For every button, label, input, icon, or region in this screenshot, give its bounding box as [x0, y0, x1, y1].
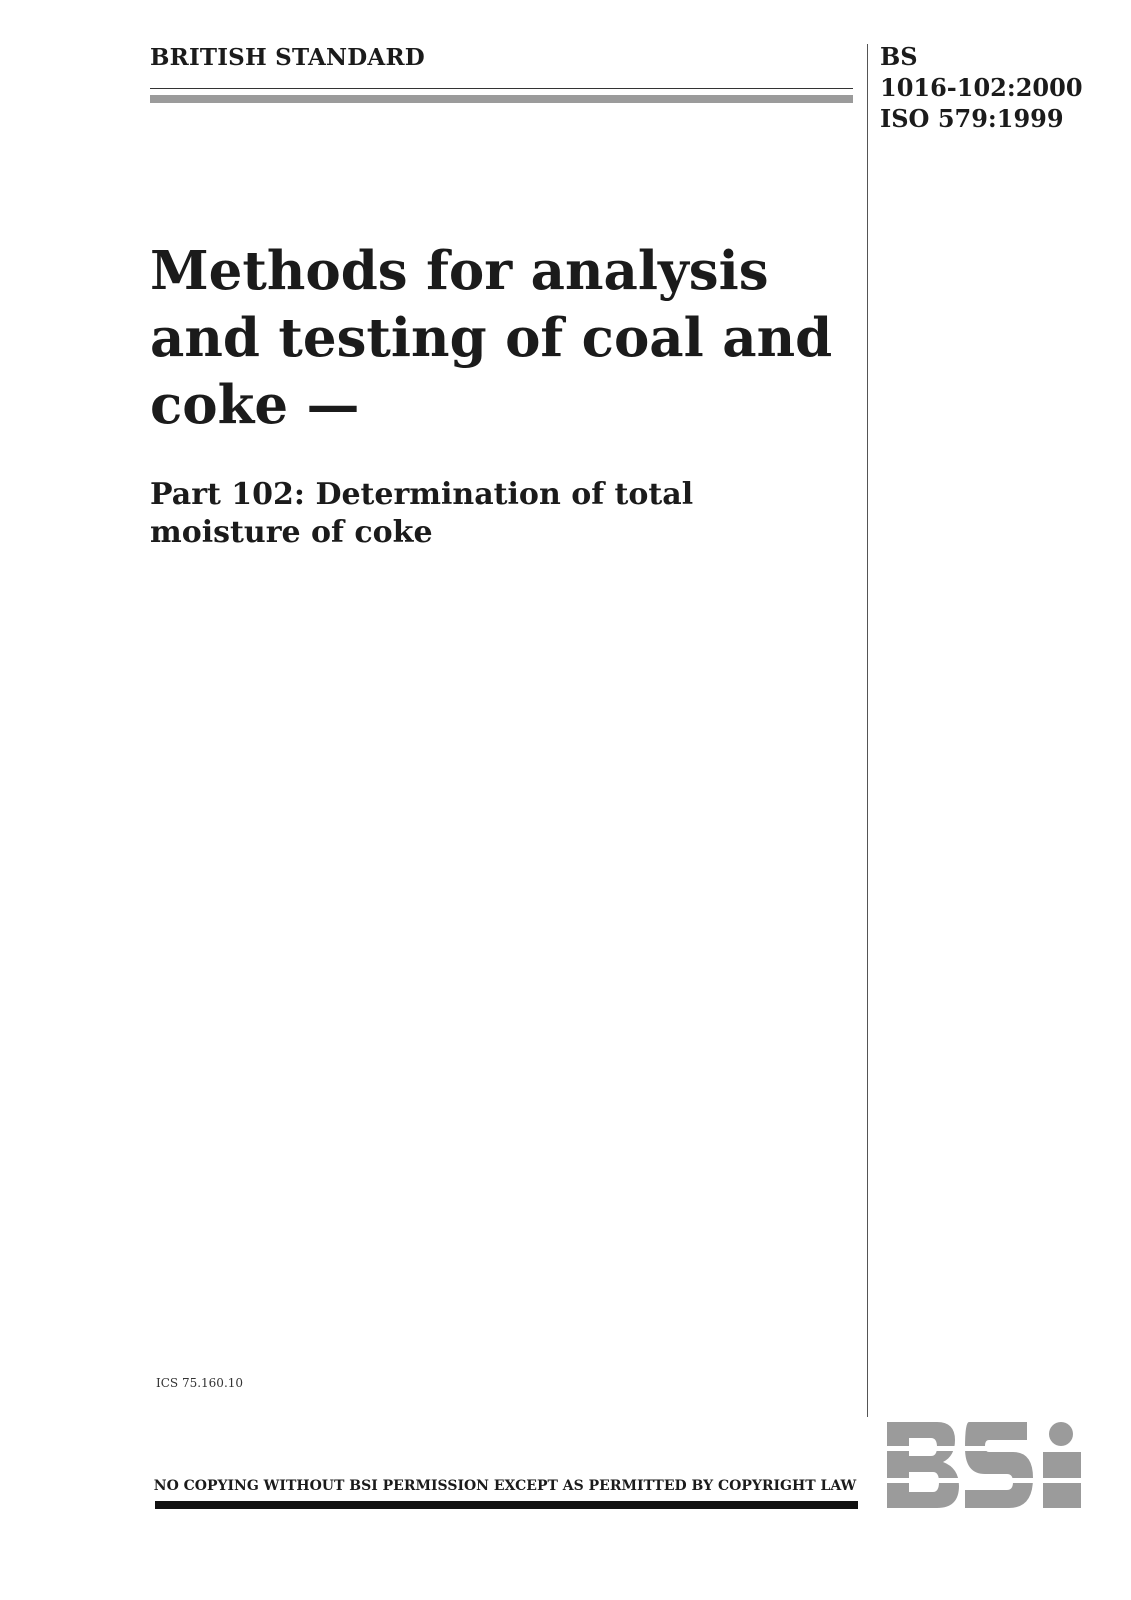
designation-number: 1016-102:2000	[880, 73, 1083, 102]
bsi-logo	[885, 1420, 1085, 1510]
main-title: Methods for analysis and testing of coal and coke —	[150, 240, 833, 436]
footer-rule	[155, 1501, 858, 1509]
ics-code: ICS 75.160.10	[156, 1376, 244, 1390]
copyright-notice: NO COPYING WITHOUT BSI PERMISSION EXCEPT AS PERMITTED BY COPYRIGHT LAW	[153, 1478, 857, 1494]
part-title: Part 102: Determination of total moisture of coke	[150, 477, 694, 550]
header-rule-thick	[150, 95, 853, 103]
designation-iso: ISO 579:1999	[880, 104, 1064, 133]
standard-designation	[880, 41, 1083, 134]
header-rule-thin	[150, 88, 853, 89]
designation-bs: BS	[880, 42, 918, 71]
vertical-divider	[867, 44, 868, 1417]
header-label: BRITISH STANDARD	[150, 44, 425, 71]
